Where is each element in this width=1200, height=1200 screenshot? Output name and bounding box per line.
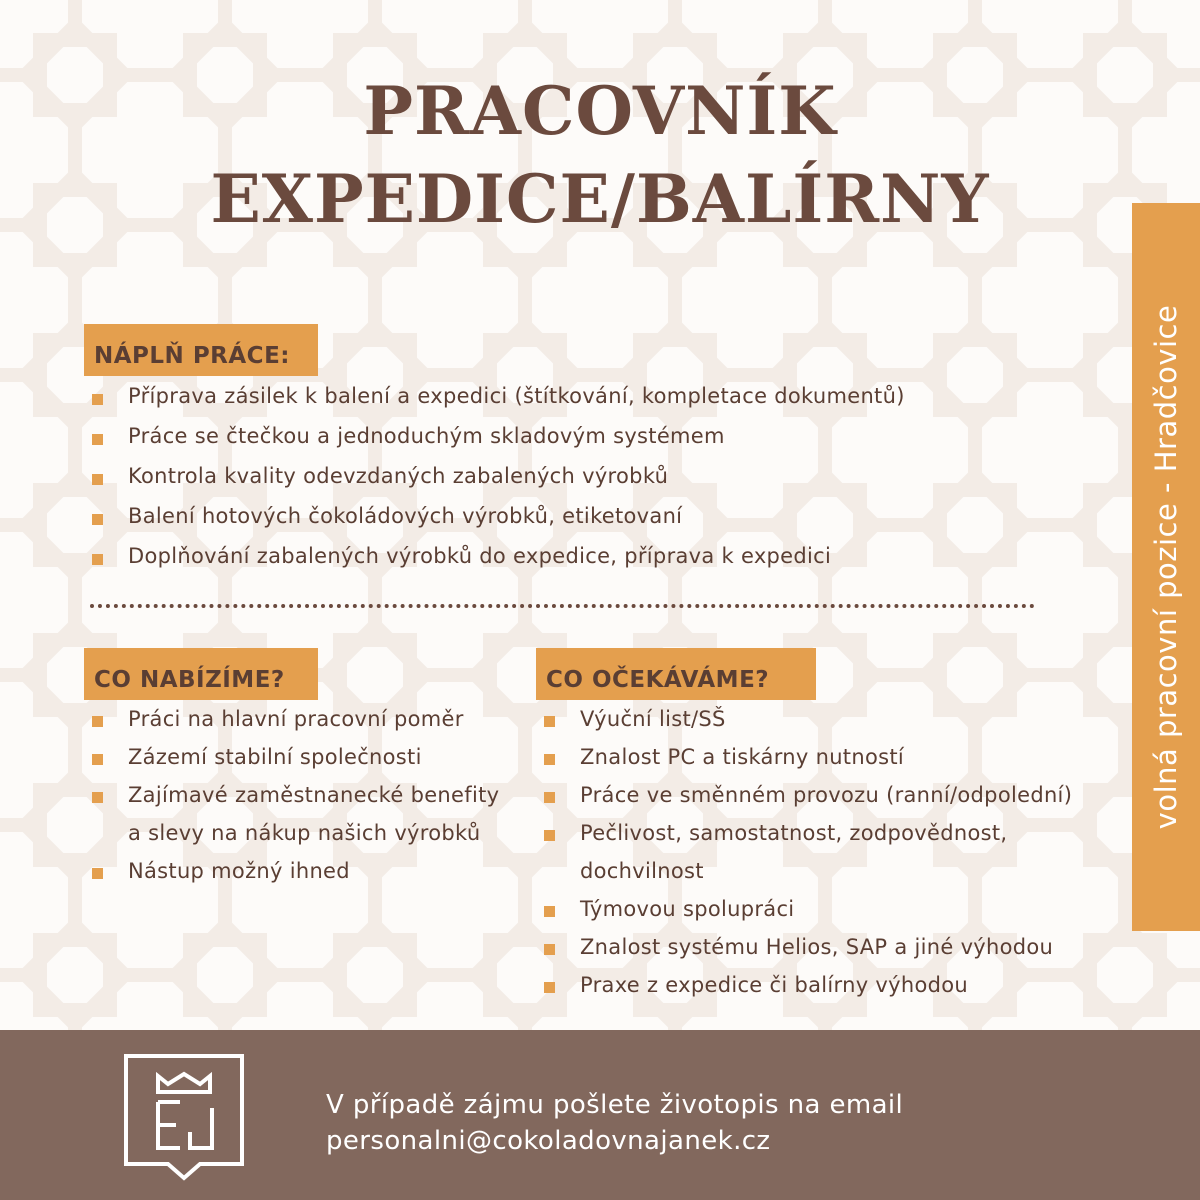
bullet-square-icon	[544, 944, 555, 955]
list-item: Kontrola kvality odevzdaných zabalených výrobků	[90, 458, 1110, 498]
footer-text: V případě zájmu pošlete životopis na email	[326, 1090, 904, 1120]
list-item: Práce se čtečkou a jednoduchým skladovým systémem	[90, 418, 1110, 458]
bullet-square-icon	[92, 394, 103, 405]
page-title-line-1: PRACOVNÍK	[363, 72, 837, 150]
list-item: Doplňování zabalených výrobků do expedice, příprava k expedici	[90, 538, 1110, 578]
offer-list	[90, 700, 540, 890]
bullet-square-icon	[92, 554, 103, 565]
offer-label: CO NABÍZÍME?	[84, 648, 318, 700]
list-item-continued: dochvilnost	[580, 859, 704, 883]
expect-label: CO OČEKÁVÁME?	[536, 648, 816, 700]
bullet-square-icon	[92, 792, 103, 803]
list-item: Práci na hlavní pracovní poměr	[90, 700, 540, 738]
bullet-square-icon	[92, 868, 103, 879]
list-item: Pečlivost, samostatnost, zodpovědnost,	[542, 814, 1132, 852]
bullet-square-icon	[92, 434, 103, 445]
bullet-square-icon	[544, 792, 555, 803]
list-item: Týmovou spolupráci	[542, 890, 1132, 928]
list-item: Zajímavé zaměstnanecké benefity	[90, 776, 540, 814]
duties-list	[90, 378, 1110, 578]
list-item: Práce ve směnném provozu (ranní/odpolední)	[542, 776, 1132, 814]
bullet-square-icon	[92, 474, 103, 485]
bullet-square-icon	[92, 514, 103, 525]
dotted-divider	[90, 604, 1035, 608]
list-item: Balení hotových čokoládových výrobků, etiketovaní	[90, 498, 1110, 538]
bullet-square-icon	[544, 830, 555, 841]
list-item: Nástup možný ihned	[90, 852, 540, 890]
list-item: Praxe z expedice či balírny výhodou	[542, 966, 1132, 1004]
list-item: Zázemí stabilní společnosti	[90, 738, 540, 776]
list-item: Znalost PC a tiskárny nutností	[542, 738, 1132, 776]
bullet-square-icon	[544, 982, 555, 993]
expect-list	[542, 700, 1132, 1004]
page-title-line-2: EXPEDICE/BALÍRNY	[210, 160, 990, 238]
bullet-square-icon	[92, 754, 103, 765]
footer-email[interactable]: personalni@cokoladovnajanek.cz	[326, 1126, 771, 1156]
duties-label: NÁPLŇ PRÁCE:	[84, 324, 318, 376]
crown-ec-logo-icon	[122, 1052, 246, 1182]
side-banner-text: volná pracovní pozice - Hradčovice	[1149, 304, 1183, 830]
list-item: Znalost systému Helios, SAP a jiné výhodou	[542, 928, 1132, 966]
bullet-square-icon	[544, 716, 555, 727]
list-item-continued: a slevy na nákup našich výrobků	[128, 821, 481, 845]
bullet-square-icon	[92, 716, 103, 727]
list-item: Výuční list/SŠ	[542, 700, 1132, 738]
footer	[0, 1030, 1200, 1200]
bullet-square-icon	[544, 906, 555, 917]
bullet-square-icon	[544, 754, 555, 765]
list-item: Příprava zásilek k balení a expedici (štítkování, kompletace dokumentů)	[90, 378, 1110, 418]
